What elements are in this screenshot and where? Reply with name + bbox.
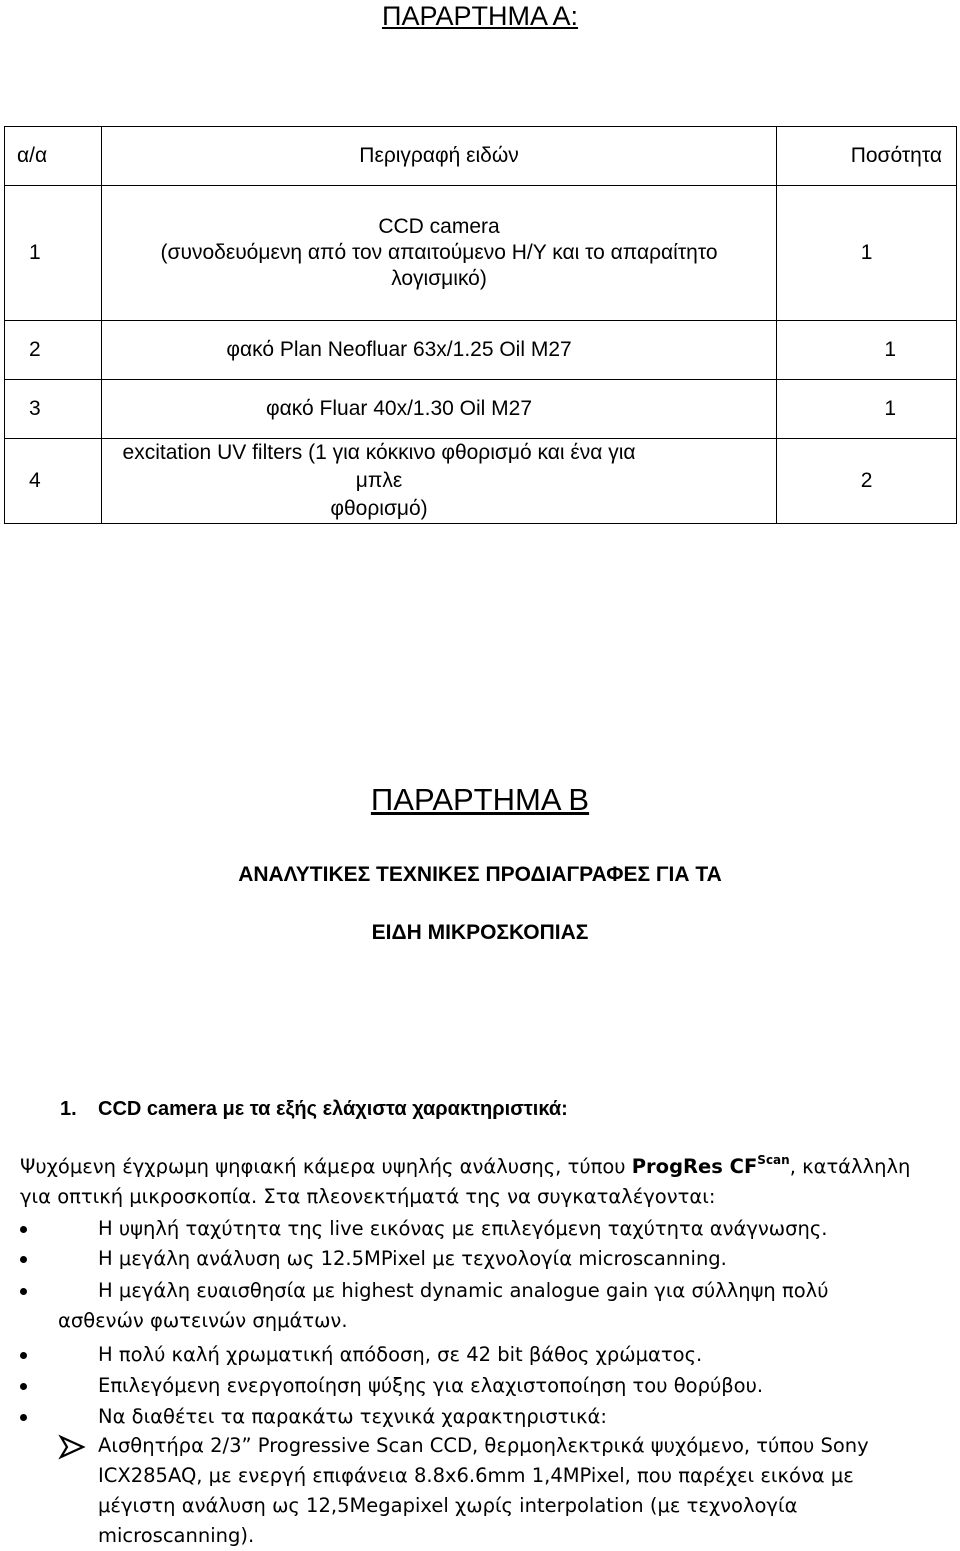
bullet-text: Η υψηλή ταχύτητα της live εικόνας με επιλεγόμενη ταχύτητα ανάγνωσης. [98,1217,828,1240]
arrow-item-line: ICX285AQ, με ενεργή επιφάνεια 8.8x6.6mm 1,4MPixel, που παρέχει εικόνα με [98,1464,854,1487]
row-quantity: 2 [777,439,957,524]
table-row [5,186,957,321]
row-description [102,439,777,524]
arrow-bullet-icon [58,1432,88,1462]
bullet-text: Η μεγάλη ανάλυση ως 12.5MPixel με τεχνολογία microscanning. [98,1247,727,1270]
arrow-item-line: μέγιστη ανάλυση ως 12,5Megapixel χωρίς interpolation (με τεχνολογία [98,1494,798,1517]
bullet-icon [20,1256,27,1263]
bullet-text: Η μεγάλη ευαισθησία με highest dynamic analogue gain για σύλληψη πολύ [98,1279,829,1302]
table-row [5,321,957,380]
header-description: Περιγραφή ειδών [102,127,777,186]
section-heading [60,1094,568,1124]
table-row [5,380,957,439]
bullet-text-continuation: ασθενών φωτεινών σημάτων. [58,1309,348,1332]
items-table [4,126,957,524]
intro-text-end: , κατάλληλη [789,1155,911,1178]
header-number: α/α [5,127,102,186]
intro-paragraph-line1 [20,1152,940,1182]
bullet-icon [20,1288,27,1295]
header-quantity: Ποσότητα [777,127,957,186]
description-line: φθορισμό) [330,497,428,520]
intro-text: Ψυχόμενη έγχρωμη ψηφιακή κάμερα υψηλής ανάλυσης, τύπου [20,1155,632,1178]
description-line: excitation UV filters (1 για κόκκινο φθορισμό και ένα για μπλε [122,441,636,492]
row-number: 2 [5,321,102,380]
bullet-icon [20,1383,27,1390]
table-header-row [5,127,957,186]
bullet-text: Να διαθέτει τα παρακάτω τεχνικά χαρακτηριστικά: [98,1405,607,1428]
row-number: 3 [5,380,102,439]
bullet-text: Επιλεγόμενη ενεργοποίηση ψύξης για ελαχιστοποίηση του θορύβου. [98,1374,764,1397]
section-number: 1. [60,1098,77,1120]
description-line: (συνοδευόμενη από τον απαιτούμενο Η/Υ και το απαραίτητο [160,241,718,264]
row-quantity: 1 [777,380,957,439]
bullet-text: Η πολύ καλή χρωματική απόδοση, σε 42 bit βάθος χρώματος. [98,1343,703,1366]
arrow-item-line: Αισθητήρα 2/3” Progressive Scan CCD, θερμοηλεκτρικά ψυχόμενο, τύπου Sony [98,1434,869,1457]
bullet-icon [20,1226,27,1233]
table-row [5,439,957,524]
section-heading-text: CCD camera με τα εξής ελάχιστα χαρακτηριστικά: [98,1098,568,1120]
description-line: λογισμικό) [391,267,487,290]
row-number: 4 [5,439,102,524]
row-quantity: 1 [777,321,957,380]
description-line: CCD camera [378,215,500,238]
intro-paragraph-line2: για οπτική μικροσκοπία. Στα πλεονεκτήματά της να συγκαταλέγονται: [20,1185,716,1208]
specs-subtitle-line1: ΑΝΑΛΥΤΙΚΕΣ ΤΕΧΝΙΚΕΣ ΠΡΟΔΙΑΓΡΑΦΕΣ ΓΙΑ ΤΑ [238,863,722,886]
appendix-b-title: ΠΑΡΑΡΤΗΜΑ Β [370,782,590,817]
row-description: φακό Fluar 40x/1.30 Oil M27 [102,380,777,439]
bullet-icon [20,1414,27,1421]
bullet-icon [20,1352,27,1359]
row-quantity: 1 [777,186,957,321]
appendix-a-title: ΠΑΡΑΡΤΗΜΑ Α: [381,1,579,31]
specs-subtitle-line2: ΕΙΔΗ ΜΙΚΡΟΣΚΟΠΙΑΣ [371,921,589,944]
brand-superscript: Scan [757,1153,790,1167]
row-number: 1 [5,186,102,321]
row-description [102,186,777,321]
arrow-item-line: microscanning). [98,1524,255,1547]
row-description: φακό Plan Neofluar 63x/1.25 Oil M27 [102,321,777,380]
brand-name: ProgRes CF [631,1155,758,1178]
